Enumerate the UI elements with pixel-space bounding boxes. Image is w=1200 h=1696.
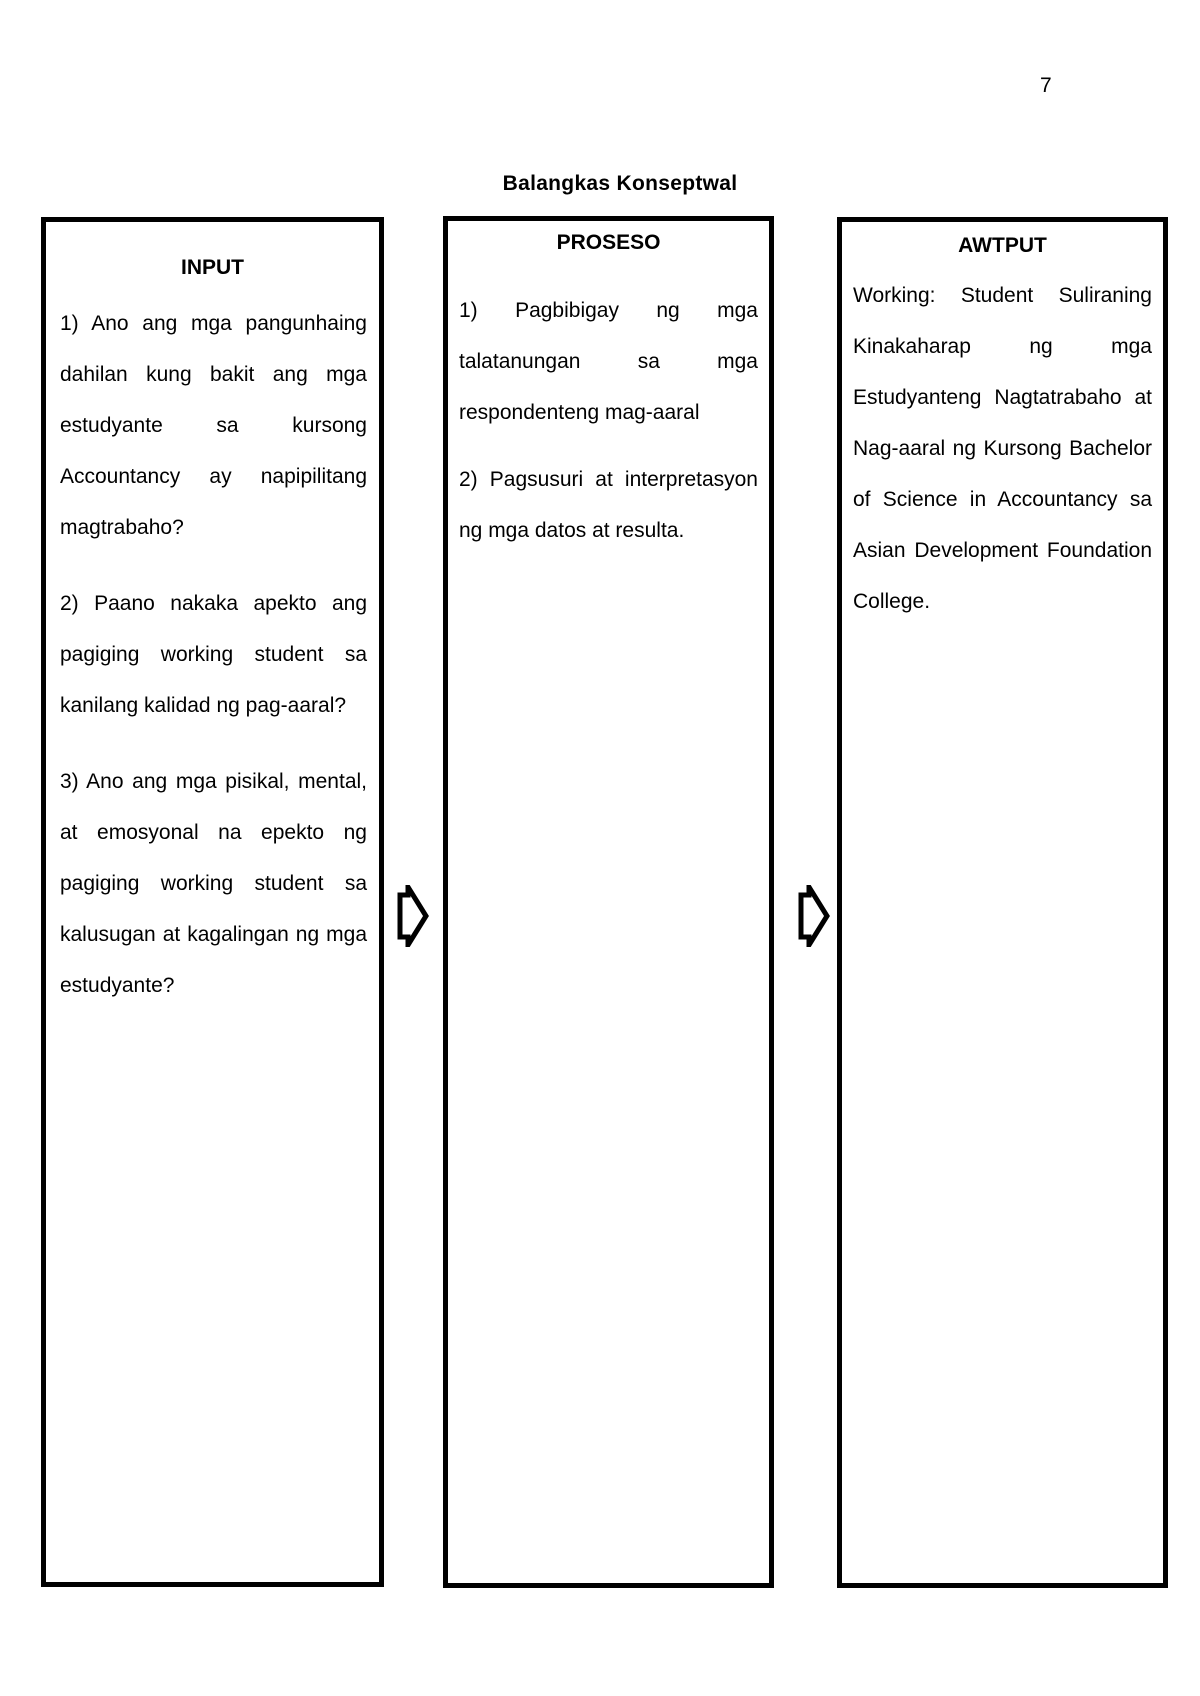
awtput-heading: AWTPUT	[958, 234, 1047, 257]
input-item-2: 2) Paano nakaka apekto ang pagiging working student sa kanilang kalidad ng pag-aaral?	[60, 592, 367, 717]
proseso-item-2: 2) Pagsusuri at interpretasyon ng mga datos at resulta.	[459, 468, 758, 542]
awtput-box	[837, 217, 1168, 1588]
input-item-3: 3) Ano ang mga pisikal, mental, at emosyonal na epekto ng pagiging working student sa kalusugan at kagalingan ng mga estudyante?	[60, 770, 367, 997]
awtput-item-1: Working: Student Suliraning Kinakaharap ng mga Estudyanteng Nagtatrabaho at Nag-aaral ng Kursong Bachelor of Science in Accountancy sa Asian Development Foundation College.	[853, 284, 1152, 613]
input-heading: INPUT	[181, 256, 244, 279]
arrow-right-icon	[797, 885, 831, 947]
arrow-right-icon	[396, 885, 430, 947]
input-item-1: 1) Ano ang mga pangunhaing dahilan kung bakit ang mga estudyante sa kursong Accountancy ay napipilitang magtrabaho?	[60, 312, 367, 539]
proseso-heading: PROSESO	[556, 231, 661, 254]
proseso-box	[443, 216, 774, 1588]
page-title: Balangkas Konseptwal	[502, 172, 738, 195]
input-box	[41, 217, 384, 1587]
page-number: 7	[1040, 74, 1052, 97]
proseso-item-1: 1) Pagbibigay ng mga talatanungan sa mga respondenteng mag-aaral	[459, 299, 758, 424]
